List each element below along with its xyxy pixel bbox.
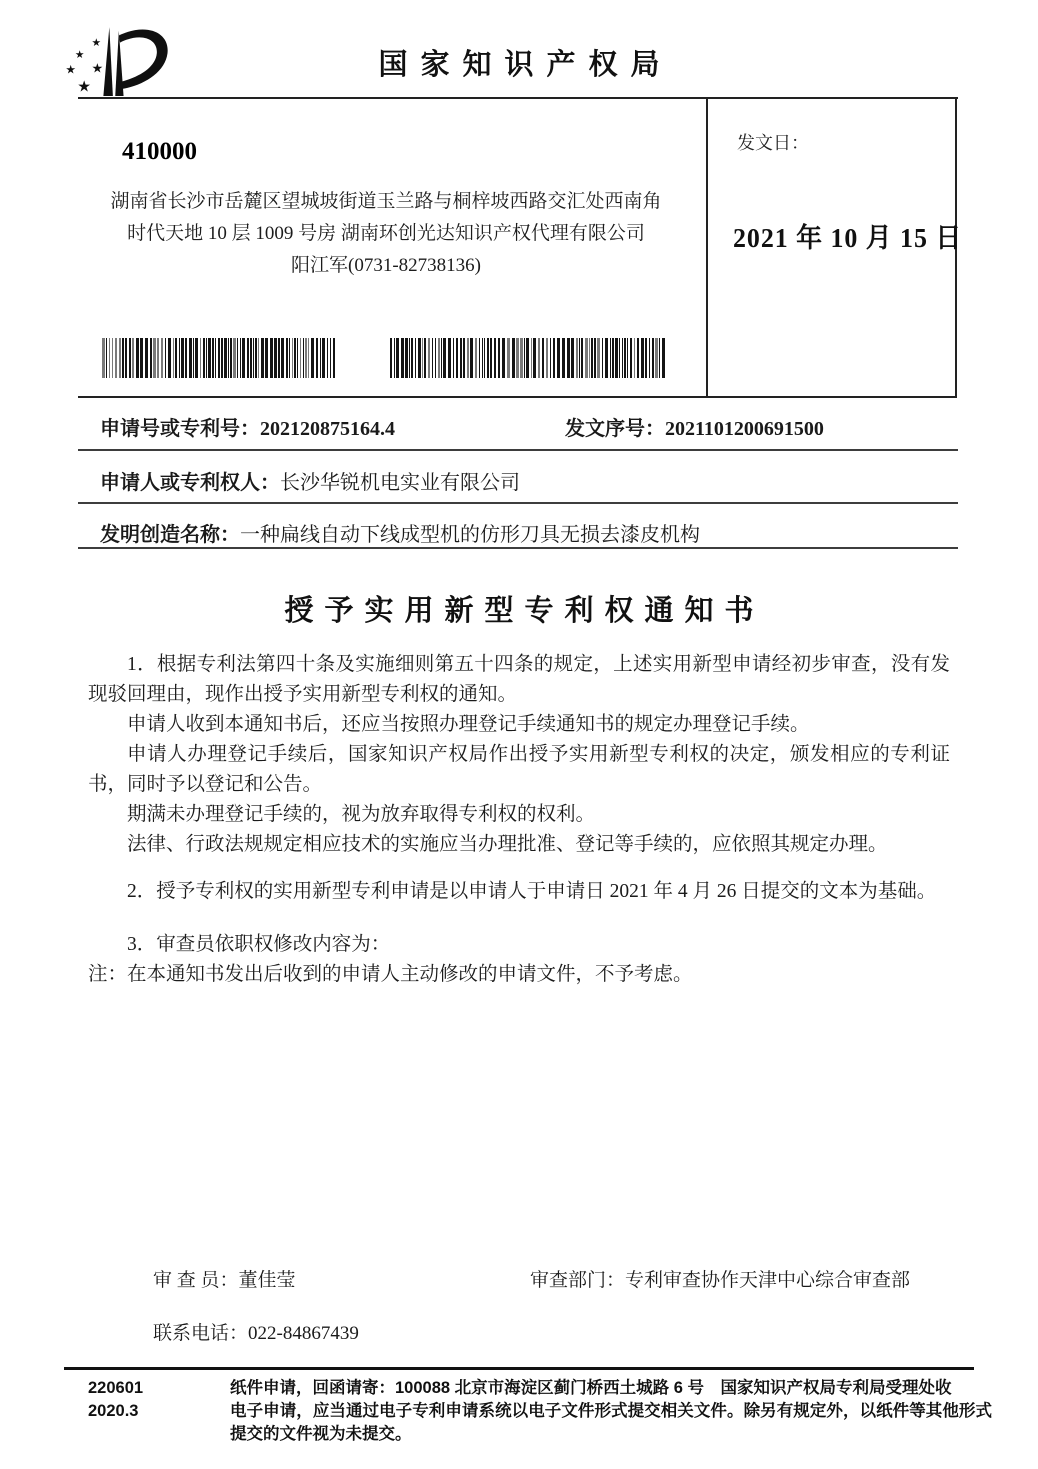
recipient-address-line3: 阳江军(0731-82738136) [291, 255, 481, 276]
dispatch-box-left-border [706, 97, 708, 398]
agency-title: 国家知识产权局 [378, 49, 673, 81]
footer-form-code: 220601 [88, 1379, 144, 1397]
dispatch-date-value: 2021 年 10 月 15 日 [733, 223, 963, 253]
notice-paragraph-note: 注：在本通知书发出后收到的申请人主动修改的申请文件，不予考虑。 [88, 964, 693, 985]
review-department-field [530, 1265, 910, 1292]
recipient-postcode: 410000 [122, 138, 197, 165]
notice-paragraph: 1．根据专利法第四十条及实施细则第五十四条的规定，上述实用新型申请经初步审查，没有发现驳回理由，现作出授予实用新型专利权的通知。 [88, 654, 950, 705]
examiner-name: 董佳莹 [238, 1270, 296, 1291]
footer-instruction-electronic: 电子申请，应当通过电子专利申请系统以电子文件形式提交相关文件。除另有规定外，以纸件等其他形式提交的文件视为未提交。 [230, 1402, 992, 1443]
notice-title: 授予实用新型专利权通知书 [284, 595, 765, 627]
notice-paragraph: 法律、行政法规规定相应技术的实施应当办理批准、登记等手续的，应依照其规定办理。 [127, 834, 888, 855]
recipient-address-line2: 时代天地 10 层 1009 号房 湖南环创光达知识产权代理有限公司 [127, 223, 645, 244]
recipient-address [96, 186, 676, 282]
svg-text:★: ★ [91, 36, 102, 50]
notice-paragraph: 期满未办理登记手续的，视为放弃取得专利权的权利。 [127, 804, 596, 825]
examiner-label: 审 查 员： [153, 1270, 239, 1291]
serial-number-value: 2021101200691500 [665, 418, 824, 440]
notice-paragraph: 申请人收到本通知书后，还应当按照办理登记手续通知书的规定办理登记手续。 [127, 714, 810, 735]
notice-body [88, 650, 950, 990]
dispatch-box-bottom-rule [78, 396, 957, 398]
application-number-value: 202120875164.4 [260, 418, 395, 440]
invention-title-label: 发明创造名称： [100, 524, 240, 546]
header-rule [78, 97, 958, 99]
field-divider-1 [78, 449, 958, 451]
footer-rule [64, 1367, 974, 1370]
notice-paragraph: 3．审查员依职权修改内容为： [127, 934, 391, 955]
review-department-name: 专利审查协作天津中心综合审查部 [625, 1270, 911, 1291]
notice-paragraph: 申请人办理登记手续后，国家知识产权局作出授予实用新型专利权的决定，颁发相应的专利证书，同时予以登记和公告。 [88, 744, 950, 795]
applicant-label: 申请人或专利权人： [100, 472, 280, 494]
field-divider-2 [78, 502, 958, 504]
barcode-serial-number [390, 338, 668, 378]
serial-number-field [565, 412, 824, 441]
footer-instructions [230, 1377, 992, 1446]
notice-paragraph: 2．授予专利权的实用新型专利申请是以申请人于申请日 2021 年 4 月 26 日提交的文本为基础。 [127, 881, 937, 902]
examiner-field [153, 1265, 296, 1292]
field-divider-3 [78, 547, 958, 549]
svg-text:★: ★ [77, 77, 92, 96]
contact-phone-value: 022-84867439 [248, 1323, 359, 1344]
applicant-field [100, 466, 520, 495]
recipient-address-line1: 湖南省长沙市岳麓区望城坡街道玉兰路与桐梓坡西路交汇处西南角 [110, 191, 662, 212]
footer-form-version: 2020.3 [88, 1402, 139, 1420]
svg-text:★: ★ [74, 48, 85, 62]
applicant-value: 长沙华锐机电实业有限公司 [280, 472, 520, 494]
footer-instruction-paper: 纸件申请，回函请寄：100088 北京市海淀区蓟门桥西土城路 6 号 国家知识产权局专利局受理处收 [230, 1379, 952, 1397]
svg-text:★: ★ [65, 62, 77, 77]
barcode-application-number [102, 338, 337, 378]
application-number-field [100, 412, 395, 441]
invention-title-field [100, 518, 700, 547]
contact-phone-field [153, 1318, 359, 1345]
review-department-label: 审查部门： [530, 1270, 626, 1291]
contact-phone-label: 联系电话： [153, 1323, 249, 1344]
footer-form-codes [88, 1377, 143, 1423]
dispatch-date-label: 发文日： [737, 133, 809, 153]
serial-number-label: 发文序号： [565, 418, 665, 440]
svg-text:★: ★ [91, 61, 104, 77]
application-number-label: 申请号或专利号： [100, 418, 260, 440]
invention-title-value: 一种扁线自动下线成型机的仿形刀具无损去漆皮机构 [240, 524, 700, 546]
